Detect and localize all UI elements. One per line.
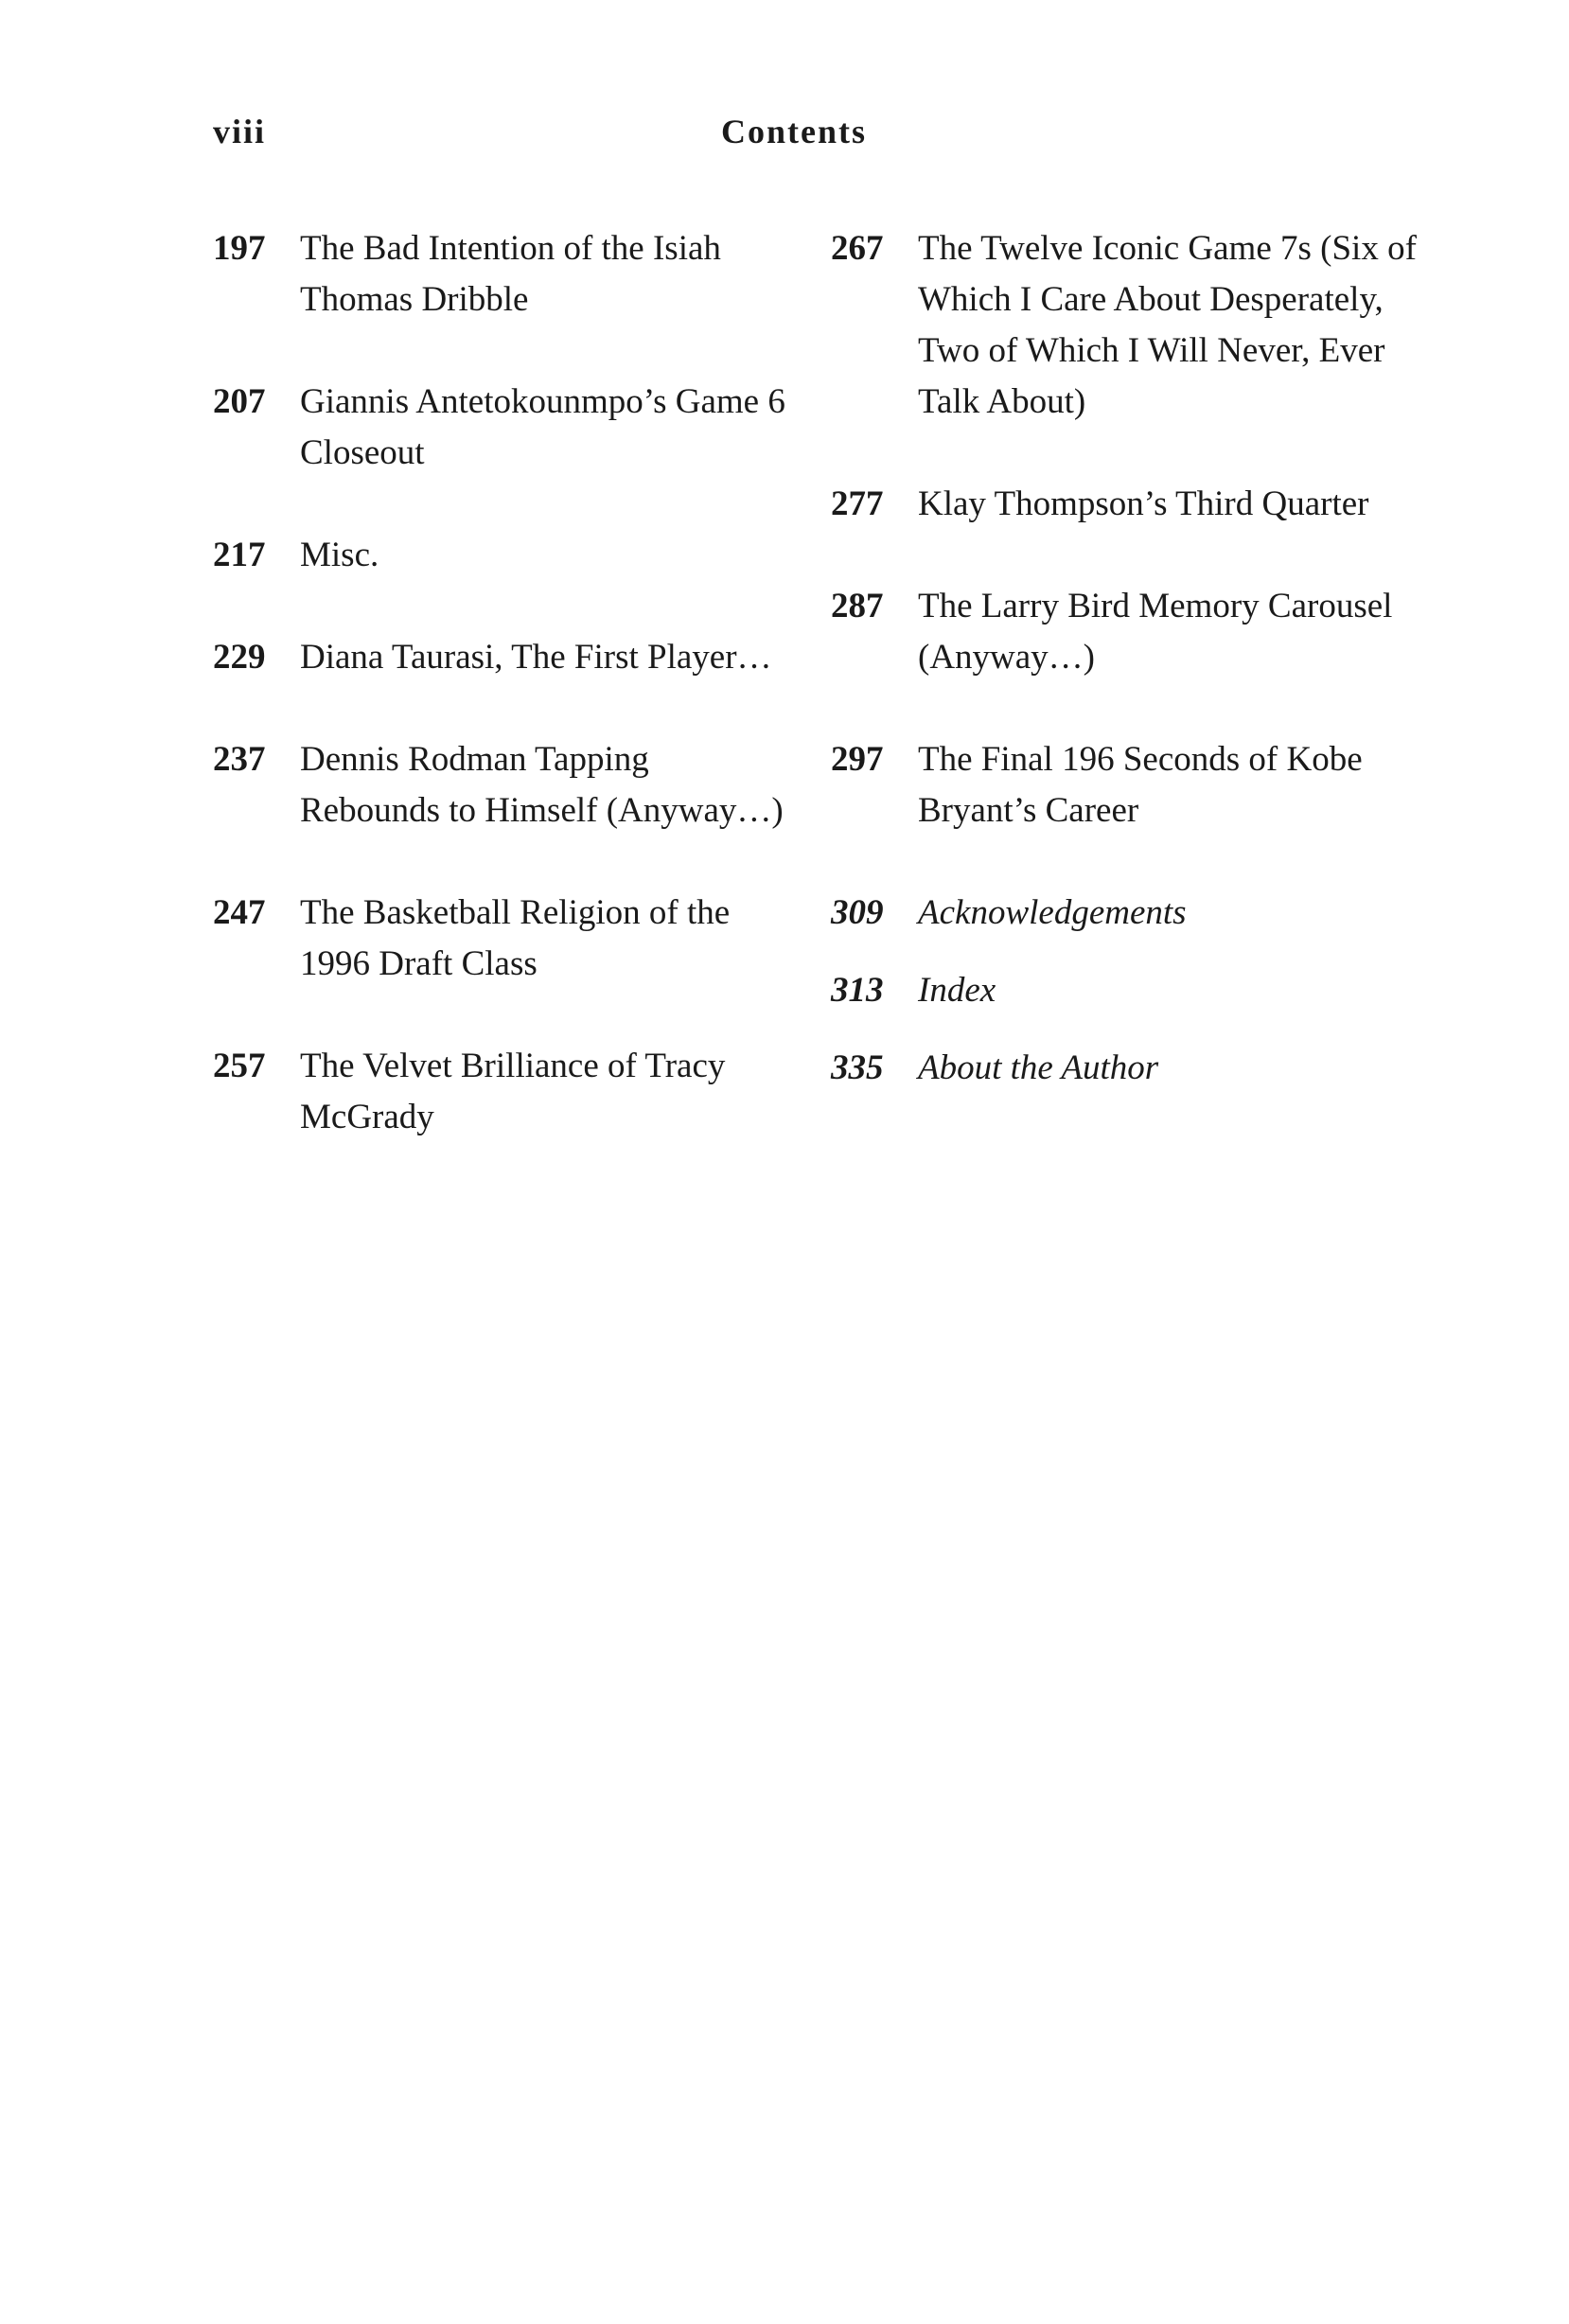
- toc-page-number: 229: [213, 638, 266, 677]
- toc-page-number: 313: [831, 971, 884, 1010]
- page-number: viii: [213, 113, 267, 150]
- toc-entry: [213, 530, 800, 581]
- toc-entry: [831, 734, 1380, 836]
- toc-page-number: 309: [831, 893, 884, 932]
- toc-page-number: 207: [213, 382, 266, 421]
- toc-entry: [831, 479, 1380, 530]
- toc-left-column: [213, 223, 800, 1143]
- toc-page-number: 287: [831, 587, 884, 625]
- toc-chapter-title: Klay Thompson’s Third Quarter: [918, 484, 1369, 523]
- toc-page-number: 335: [831, 1048, 884, 1087]
- toc-page-number: 197: [213, 229, 266, 268]
- toc-chapter-title: Diana Taurasi, The First Player…: [300, 638, 772, 677]
- toc-chapter-title: The Velvet Brilliance of Tracy McGrady: [300, 1047, 726, 1136]
- toc-page-number: 237: [213, 740, 266, 779]
- toc-back-matter-title: About the Author: [918, 1048, 1159, 1087]
- toc-entry: [831, 581, 1393, 683]
- toc-chapter-title: Misc.: [300, 536, 379, 574]
- toc-chapter-title: The Twelve Iconic Game 7s (Six of Which I Care About Desperately, Two of Which I Will Never, Ever Talk About): [918, 229, 1417, 421]
- toc-page-number: 297: [831, 740, 884, 779]
- toc-chapter-title: The Basketball Religion of the 1996 Draft Class: [300, 893, 731, 983]
- toc-chapter-title: Giannis Antetokounmpo’s Game 6 Closeout: [300, 382, 785, 472]
- toc-back-matter-title: Index: [918, 971, 996, 1010]
- toc-entry: [831, 223, 1417, 428]
- toc-page-number: 257: [213, 1047, 266, 1085]
- toc-chapter-title: The Larry Bird Memory Carousel (Anyway…): [918, 587, 1393, 677]
- toc-entry: [213, 888, 800, 990]
- toc-chapter-title: The Bad Intention of the Isiah Thomas Dribble: [300, 229, 721, 319]
- toc-entry: [213, 377, 800, 479]
- toc-entry: [213, 632, 800, 683]
- toc-page-number: 247: [213, 893, 266, 932]
- toc-back-matter-entry: [831, 888, 1380, 939]
- page-header: [213, 112, 1356, 159]
- toc-right-column: [831, 223, 1417, 1094]
- toc-page-number: 217: [213, 536, 266, 574]
- toc-back-matter-entry: [831, 965, 1380, 1016]
- toc-entry: [213, 1041, 800, 1143]
- toc-page-number: 277: [831, 484, 884, 523]
- toc-back-matter-entry: [831, 1043, 1380, 1094]
- toc-entry: [213, 223, 800, 326]
- toc-page-number: 267: [831, 229, 884, 268]
- toc-chapter-title: Dennis Rodman Tapping Rebounds to Himself (Anyway…): [300, 740, 784, 830]
- toc-entry: [213, 734, 800, 836]
- toc-back-matter-title: Acknowledgements: [918, 893, 1187, 932]
- running-head: Contents: [721, 113, 868, 150]
- toc-chapter-title: The Final 196 Seconds of Kobe Bryant’s Career: [918, 740, 1363, 830]
